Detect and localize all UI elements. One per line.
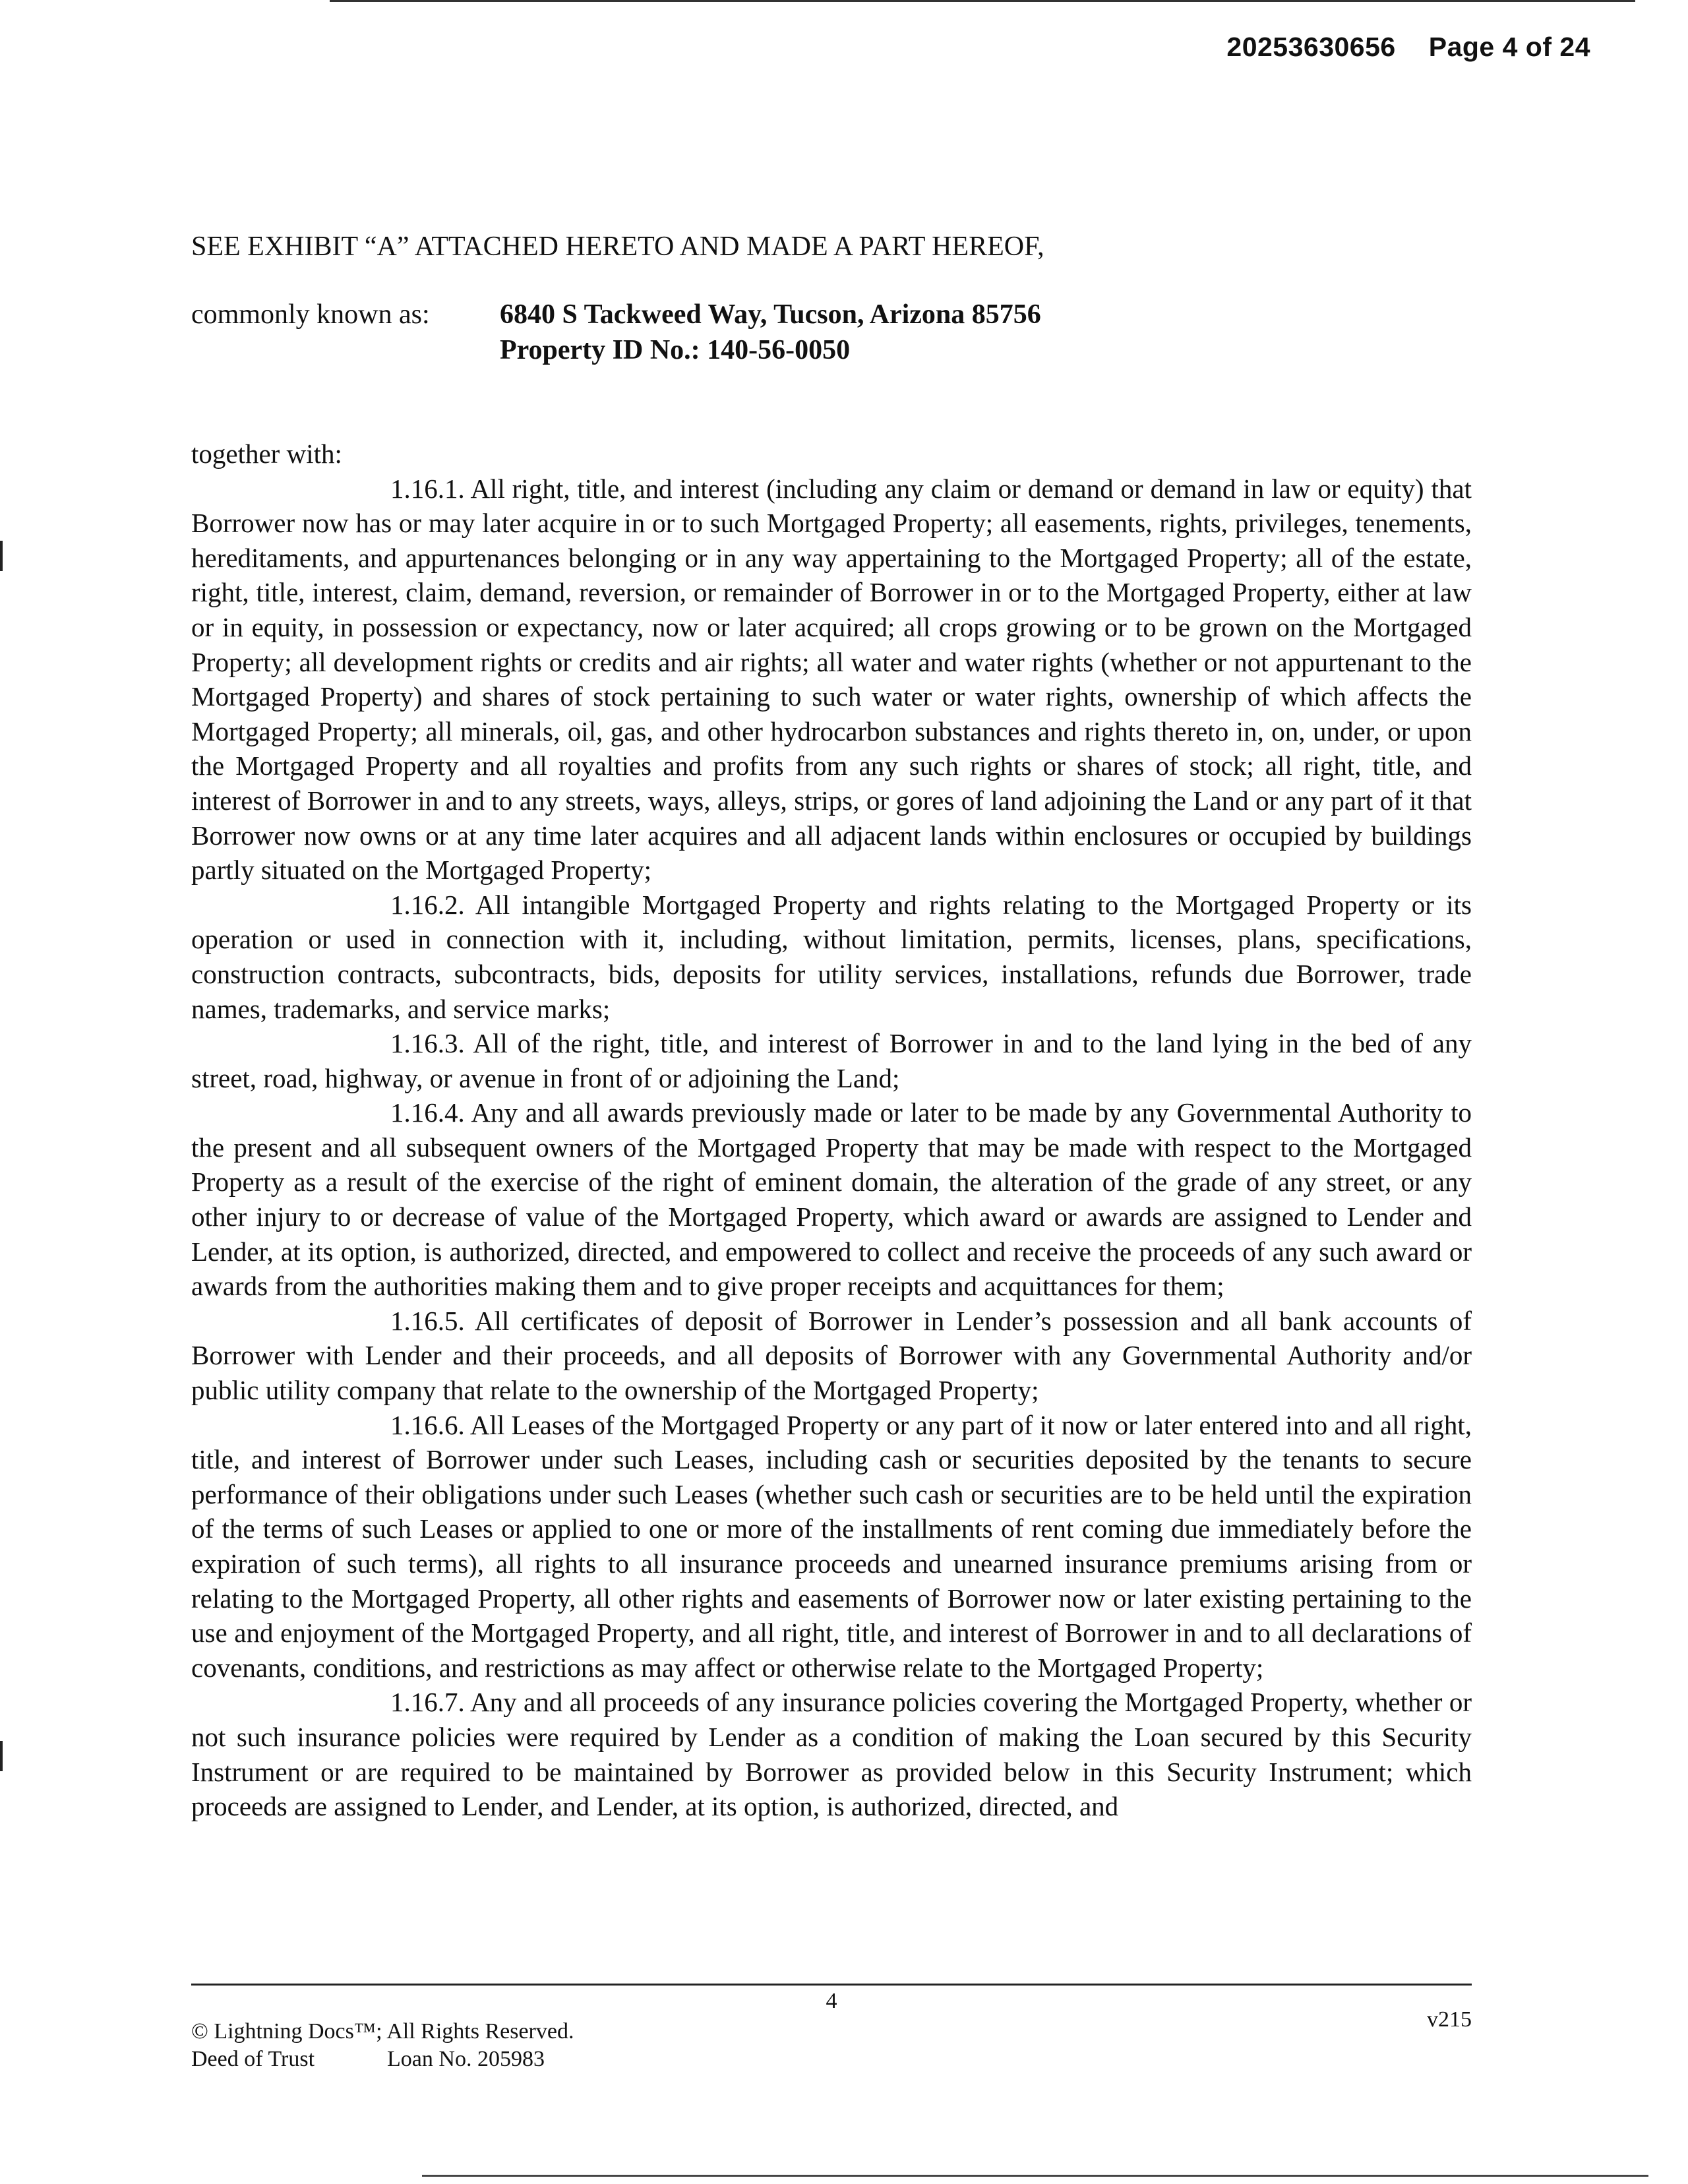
top-border-rule xyxy=(330,0,1635,2)
document-type: Deed of Trust xyxy=(191,2047,315,2071)
form-version: v215 xyxy=(1427,2007,1472,2032)
clause-text: All Leases of the Mortgaged Property or any part of it now or later entered into and all right, title, and interest of Borrower under such Leases, including cash or securities deposited by the tenants to secure performance of their obligations under such Leases (whether such cash or securities are to be held until the expiration of the terms of such Leases or applied to one or more of the installments of rent coming due immediately before the expiration of such terms), all rights to all insurance proceeds and unearned insurance premiums arising from or relating to the Mortgaged Property, all other rights and easements of Borrower now or later existing pertaining to the use and enjoyment of the Mortgaged Property, and all right, title, and interest of Borrower in and to all declarations of covenants, conditions, and restrictions as may affect or otherwise relate to the Mortgaged Property; xyxy=(191,1409,1472,1683)
clause-1-16-7 xyxy=(191,1685,1472,1823)
clause-text: All intangible Mortgaged Property and rights relating to the Mortgaged Property or its operation or used in connection with it, including, without limitation, permits, licenses, plans, specifications, construction contracts, subcontracts, bids, deposits for utility services, installations, refunds due Borrower, trade names, trademarks, and service marks; xyxy=(191,889,1472,1024)
clause-1-16-5 xyxy=(191,1304,1472,1408)
property-id-line xyxy=(500,332,1041,368)
scan-edge-mark xyxy=(0,541,3,571)
clause-number: 1.16.2. xyxy=(390,889,465,920)
document-body xyxy=(191,437,1472,1824)
clause-number: 1.16.6. xyxy=(390,1409,465,1440)
copyright-notice: © Lightning Docs™; All Rights Reserved. xyxy=(191,2019,574,2044)
clause-number: 1.16.3. xyxy=(390,1028,465,1059)
page-number: 4 xyxy=(826,1989,837,2013)
commonly-known-label: commonly known as: xyxy=(191,299,430,330)
property-address: 6840 S Tackweed Way, Tucson, Arizona 85756 xyxy=(500,299,1041,330)
clause-1-16-4 xyxy=(191,1095,1472,1304)
clause-text: Any and all proceeds of any insurance policies covering the Mortgaged Property, whether or not such insurance policies were required by Lender as a condition of making the Loan secured by this Security Instrument or are required to be maintained by Borrower as provided below in this Security Instrument; which proceeds are assigned to Lender, and Lender, at its option, is authorized, directed, and xyxy=(191,1687,1472,1822)
clause-text: Any and all awards previously made or later to be made by any Governmental Authority to the present and all subsequent owners of the Mortgaged Property that may be made with respect to the Mortgaged Property as a result of the exercise of the right of eminent domain, the alteration of the grade of any street, or any other injury to or decrease of value of the Mortgaged Property, which award or awards are assigned to Lender and Lender, at its option, is authorized, directed, and empowered to collect and receive the proceeds of any such award or awards from the authorities making them and to give proper receipts and acquittances for them; xyxy=(191,1097,1472,1302)
document-number: 20253630656 xyxy=(1226,32,1396,62)
page-header xyxy=(1226,32,1590,63)
property-id-value: 140-56-0050 xyxy=(707,335,851,365)
footer-info xyxy=(191,2018,574,2073)
footer-divider xyxy=(191,1984,1472,1986)
clause-number: 1.16.7. xyxy=(390,1687,465,1718)
footer-doc-line xyxy=(191,2046,574,2073)
scan-edge-mark xyxy=(0,1741,3,1771)
clause-number: 1.16.1. xyxy=(390,473,465,504)
bottom-border-rule xyxy=(422,2175,1648,2177)
page-indicator: Page 4 of 24 xyxy=(1428,32,1590,62)
clause-1-16-6 xyxy=(191,1408,1472,1685)
clause-text: All of the right, title, and interest of Borrower in and to the land lying in the bed of any street, road, highway, or avenue in front of or adjoining the Land; xyxy=(191,1028,1472,1093)
clause-text: All right, title, and interest (including any claim or demand or demand in law or equity) that Borrower now has or may later acquire in or to such Mortgaged Property; all easements, rights, privileges, tenements, hereditaments, and appurtenances belonging or in any way appertaining to the Mortgaged Property; all of the estate, right, title, interest, claim, demand, reversion, or remainder of Borrower in or to the Mortgaged Property, either at law or in equity, in possession or expectancy, now or later acquired; all crops growing or to be grown on the Mortgaged Property; all development rights or credits and air rights; all water and water rights (whether or not appurtenant to the Mortgaged Property) and shares of stock pertaining to such water or water rights, ownership of which affects the Mortgaged Property; all minerals, oil, gas, and other hydrocarbon substances and rights thereto in, on, under, or upon the Mortgaged Property and all royalties and profits from any such rights or shares of stock; all right, title, and interest of Borrower in and to any streets, ways, alleys, strips, or gores of land adjoining the Land or any part of it that Borrower now owns or at any time later acquires and all adjacent lands within enclosures or occupied by buildings partly situated on the Mortgaged Property; xyxy=(191,473,1472,886)
clause-1-16-2 xyxy=(191,888,1472,1026)
exhibit-line: SEE EXHIBIT “A” ATTACHED HERETO AND MADE A PART HEREOF, xyxy=(191,231,1044,262)
property-id-label: Property ID No.: xyxy=(500,335,700,365)
property-block xyxy=(500,297,1041,368)
clause-text: All certificates of deposit of Borrower in Lender’s possession and all bank accounts of Borrower with Lender and their proceeds, and all deposits of Borrower with any Governmental Authority and/or public utility company that relate to the ownership of the Mortgaged Property; xyxy=(191,1305,1472,1406)
loan-number: Loan No. 205983 xyxy=(387,2047,545,2071)
together-with-label: together with: xyxy=(191,439,342,469)
clause-1-16-1 xyxy=(191,471,1472,888)
clause-number: 1.16.5. xyxy=(390,1305,465,1336)
clause-1-16-3 xyxy=(191,1026,1472,1095)
clause-number: 1.16.4. xyxy=(390,1097,465,1128)
